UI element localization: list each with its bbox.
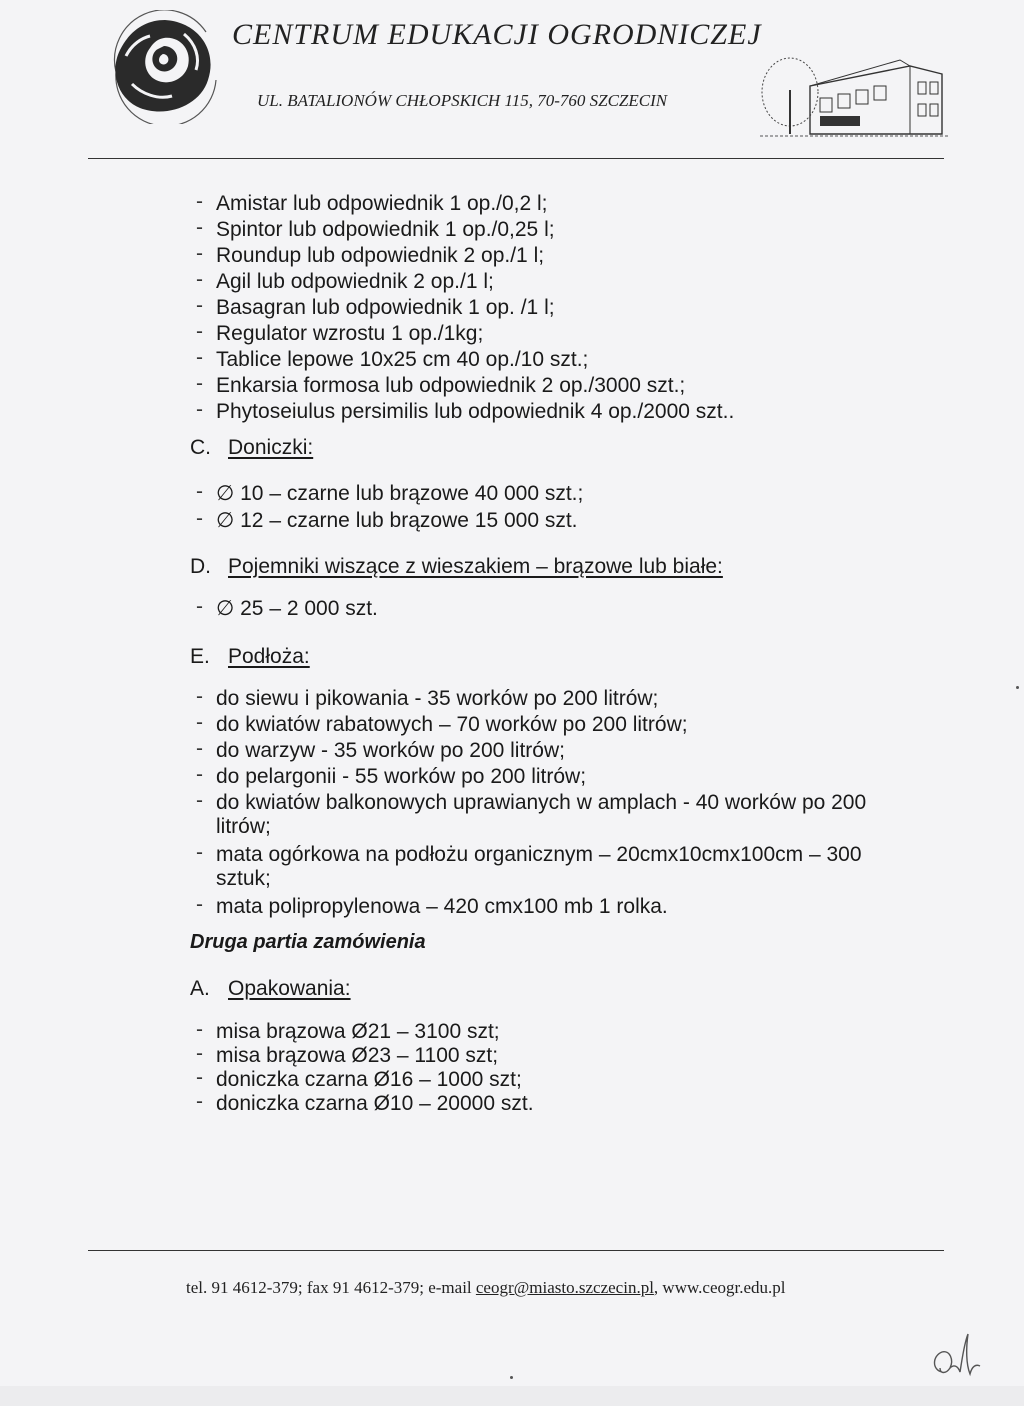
list-bullet-dash: - (196, 346, 203, 369)
list-bullet-dash: - (196, 841, 203, 864)
list-item: Roundup lub odpowiednik 2 op./1 l; (216, 244, 545, 267)
list-bullet-dash: - (196, 1018, 203, 1041)
list-bullet-dash: - (196, 294, 203, 317)
list-bullet-dash: - (196, 507, 203, 530)
list-item: ∅ 25 – 2 000 szt. (216, 597, 378, 620)
list-item: Basagran lub odpowiednik 1 op. /1 l; (216, 296, 555, 319)
list-item: Enkarsia formosa lub odpowiednik 2 op./3000 szt.; (216, 374, 686, 397)
list-bullet-dash: - (196, 1090, 203, 1113)
list-item: do siewu i pikowania - 35 worków po 200 litrów; (216, 687, 659, 710)
section-d-letter: D. (190, 555, 211, 578)
list-bullet-dash: - (196, 711, 203, 734)
list-item: Regulator wzrostu 1 op./1kg; (216, 322, 484, 345)
list-item: doniczka czarna Ø10 – 20000 szt. (216, 1092, 534, 1115)
list-item: misa brązowa Ø23 – 1100 szt; (216, 1044, 499, 1067)
organization-name: CENTRUM EDUKACJI OGRODNICZEJ (232, 18, 762, 51)
list-bullet-dash: - (196, 372, 203, 395)
list-bullet-dash: - (196, 398, 203, 421)
list-item: misa brązowa Ø21 – 3100 szt; (216, 1020, 500, 1043)
list-bullet-dash: - (196, 737, 203, 760)
list-item: litrów; (216, 815, 271, 838)
section-c-letter: C. (190, 436, 211, 459)
list-bullet-dash: - (196, 595, 203, 618)
header-divider (88, 158, 944, 159)
list-item: Spintor lub odpowiednik 1 op./0,25 l; (216, 218, 555, 241)
list-bullet-dash: - (196, 268, 203, 291)
section-a-title: Opakowania: (228, 977, 351, 1000)
list-item: Phytoseiulus persimilis lub odpowiednik 4 op./2000 szt.. (216, 400, 735, 423)
list-bullet-dash: - (196, 480, 203, 503)
list-bullet-dash: - (196, 216, 203, 239)
list-bullet-dash: - (196, 190, 203, 213)
footer-email-link[interactable]: ceogr@miasto.szczecin.pl (475, 1278, 654, 1297)
footer-website: , www.ceogr.edu.pl (653, 1278, 786, 1297)
list-item: sztuk; (216, 867, 271, 890)
list-bullet-dash: - (196, 789, 203, 812)
scan-bottom-edge (0, 1386, 1024, 1406)
list-item: ∅ 10 – czarne lub brązowe 40 000 szt.; (216, 482, 584, 505)
footer-divider (88, 1250, 944, 1251)
list-item: doniczka czarna Ø16 – 1000 szt; (216, 1068, 522, 1091)
footer-contact (186, 1278, 886, 1298)
list-bullet-dash: - (196, 1066, 203, 1089)
footer-phone-fax: tel. 91 4612-379; fax 91 4612-379; e-mail (186, 1278, 476, 1297)
list-bullet-dash: - (196, 893, 203, 916)
section-e-title: Podłoża: (228, 645, 310, 668)
handwritten-initials-signature (928, 1330, 988, 1385)
organization-address: UL. BATALIONÓW CHŁOPSKICH 115, 70-760 SZCZECIN (257, 91, 668, 110)
list-item: mata polipropylenowa – 420 cmx100 mb 1 rolka. (216, 895, 668, 918)
list-bullet-dash: - (196, 685, 203, 708)
list-bullet-dash: - (196, 242, 203, 265)
list-bullet-dash: - (196, 763, 203, 786)
list-item: do warzyw - 35 worków po 200 litrów; (216, 739, 565, 762)
second-part-title: Druga partia zamówienia (190, 931, 426, 953)
scan-speck (510, 1376, 513, 1379)
list-bullet-dash: - (196, 1042, 203, 1065)
section-a-letter: A. (190, 977, 210, 1000)
list-item: do pelargonii - 55 worków po 200 litrów; (216, 765, 587, 788)
list-bullet-dash: - (196, 320, 203, 343)
list-item: do kwiatów rabatowych – 70 worków po 200 litrów; (216, 713, 688, 736)
list-item: Agil lub odpowiednik 2 op./1 l; (216, 270, 494, 293)
list-item: Amistar lub odpowiednik 1 op./0,2 l; (216, 192, 548, 215)
section-e-letter: E. (190, 645, 210, 668)
list-item: do kwiatów balkonowych uprawianych w amplach - 40 worków po 200 (216, 791, 867, 814)
section-d-title: Pojemniki wiszące z wieszakiem – brązowe lub białe: (228, 555, 723, 578)
scan-speck (1016, 686, 1019, 689)
list-item: mata ogórkowa na podłożu organicznym – 20cmx10cmx100cm – 300 (216, 843, 862, 866)
rose-logo-icon (106, 10, 224, 124)
school-building-icon (760, 30, 950, 142)
list-item: Tablice lepowe 10x25 cm 40 op./10 szt.; (216, 348, 589, 371)
section-c-title: Doniczki: (228, 436, 314, 459)
list-item: ∅ 12 – czarne lub brązowe 15 000 szt. (216, 509, 578, 532)
